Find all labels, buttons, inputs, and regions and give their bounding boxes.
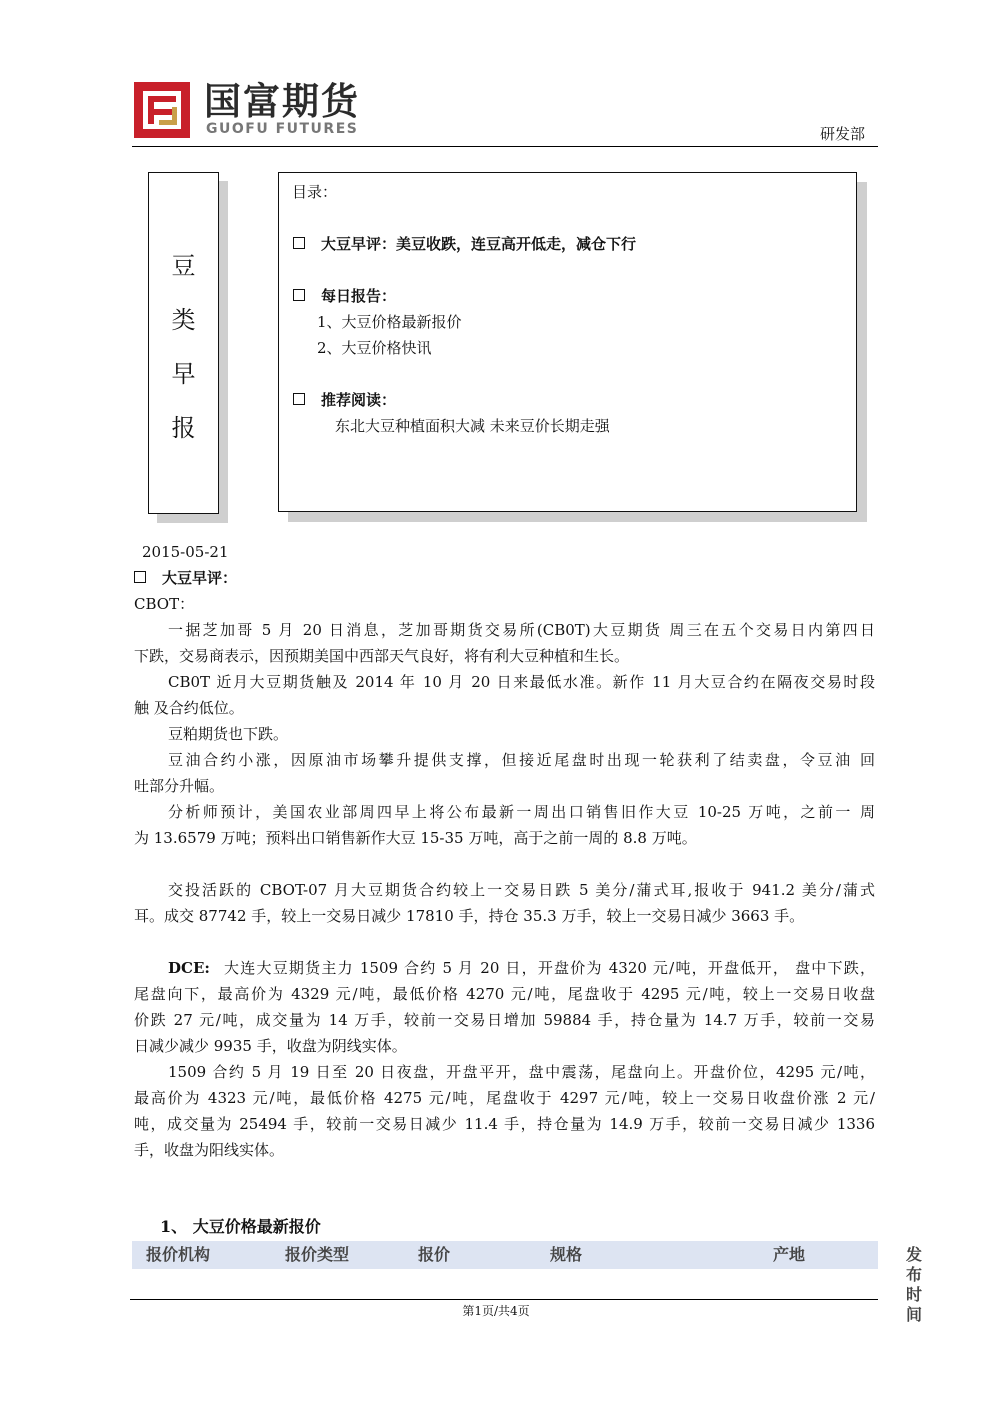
toc-item-recommended[interactable]: [293, 389, 396, 411]
body-line: 交投活跃的 CBOT-07 月大豆期货合约较上一交易日跌 5 美分/蒲式耳,报收于 941.2 美分/蒲式: [168, 881, 875, 899]
body-line: 尾盘向下，最高价为 4329 元/吨，最低价格 4270 元/吨，尾盘收于 4295 元/吨，较上一交易日收盘: [134, 985, 875, 1003]
body-line: 日减少减少 9935 手，收盘为阴线实体。: [134, 1037, 407, 1055]
body-line: 1509 合约 5 月 19 日至 20 日夜盘，开盘平开，盘中震荡，尾盘向上。开盘价位，4295 元/吨，: [168, 1063, 875, 1081]
body-line: 价跌 27 元/吨，成交量为 14 万手，较前一交易日增加 59884 手，持仓量为 14.7 万手，较前一交易: [134, 1011, 875, 1029]
table-header-cell: 规格: [550, 1245, 583, 1264]
body-line: 豆粕期货也下跌。: [168, 725, 289, 743]
cbot-label: CBOT：: [134, 595, 195, 613]
section-title: [134, 568, 237, 588]
section-title-label: 大豆早评：: [162, 569, 238, 587]
body-line: 为 13.6579 万吨；预料出口销售新作大豆 15-35 万吨，高于之前一周的 8.8 万吨。: [134, 829, 697, 847]
table-header-cell: 产地: [773, 1245, 806, 1264]
body-line: 吨，成交量为 25494 手，较前一交易日减少 11.4 手，持仓量为 14.9 万手，较前一交易日减少 1336: [134, 1115, 875, 1133]
table-header-cell: 发布时间: [906, 1245, 923, 1324]
table-header-cell: 报价类型: [285, 1245, 350, 1264]
toc-box: [278, 172, 857, 512]
toc-item-morning-review[interactable]: [293, 233, 636, 255]
body-line: 大连大豆期货主力 1509 合约 5 月 20 日，开盘价为 4320 元/吨，开盘低开， 盘中下跌，: [224, 959, 875, 977]
side-title-box: [148, 172, 219, 514]
footer-divider: [130, 1299, 878, 1300]
body-line: 耳。成交 87742 手，较上一交易日减少 17810 手，持仓 35.3 万手，较上一交易日减少 3663 手。: [134, 907, 805, 925]
checkbox-icon: [293, 393, 305, 405]
table-header-cell: 报价机构: [146, 1245, 211, 1264]
body-line: 最高价为 4323 元/吨，最低价格 4275 元/吨，尾盘收于 4297 元/吨，较上一交易日收盘价涨 2 元/: [134, 1089, 875, 1107]
report-date: 2015-05-21: [142, 543, 229, 561]
toc-subitem-price-news[interactable]: 2、大豆价格快讯: [317, 339, 432, 357]
checkbox-icon: [134, 571, 146, 583]
side-title-char: 豆: [171, 252, 196, 280]
table-header-cell: 报价: [418, 1245, 451, 1264]
body-line: CB0T 近月大豆期货触及 2014 年 10 月 20 日来最低水准。新作 11 月大豆合约在隔夜交易时段: [168, 673, 875, 691]
toc-subitem-article[interactable]: 东北大豆种植面积大减 未来豆价长期走强: [335, 417, 610, 435]
side-title-char: 报: [171, 414, 196, 442]
department-label: 研发部: [820, 125, 866, 143]
page-number: 第1页/共4页: [462, 1304, 530, 1318]
guofu-logo-icon: [134, 82, 190, 138]
brand-name-en: GUOFU FUTURES: [206, 121, 359, 137]
brand-name-cn: 国富期货: [204, 80, 360, 123]
toc-item-daily-report[interactable]: [293, 285, 396, 307]
body-line: 触 及合约低位。: [134, 699, 244, 717]
checkbox-icon: [293, 237, 305, 249]
body-line: 豆油合约小涨，因原油市场攀升提供支撑，但接近尾盘时出现一轮获利了结卖盘，令豆油 回: [168, 751, 875, 769]
price-section-title: 1、 大豆价格最新报价: [160, 1217, 321, 1236]
toc-heading: 目录：: [292, 183, 338, 201]
dce-label: DCE:: [168, 959, 210, 977]
toc-item-label: 推荐阅读：: [321, 391, 397, 409]
header-divider: [132, 146, 878, 147]
body-line: 下跌，交易商表示，因预期美国中西部天气良好，将有利大豆种植和生长。: [134, 647, 630, 665]
checkbox-icon: [293, 289, 305, 301]
body-line: 吐部分升幅。: [134, 777, 225, 795]
toc-item-label: 每日报告：: [321, 287, 397, 305]
toc-item-label: 大豆早评：美豆收跌，连豆高开低走，减仓下行: [321, 235, 637, 253]
body-line: 一据芝加哥 5 月 20 日消息，芝加哥期货交易所(CB0T)大豆期货 周三在五个交易日内第四日: [168, 621, 875, 639]
body-line: 分析师预计，美国农业部周四早上将公布最新一周出口销售旧作大豆 10-25 万吨，之前一 周: [168, 803, 875, 821]
toc-subitem-price-quote[interactable]: 1、大豆价格最新报价: [317, 313, 462, 331]
side-title-char: 早: [171, 360, 196, 388]
side-title-char: 类: [171, 306, 196, 334]
body-line: 手，收盘为阳线实体。: [134, 1141, 285, 1159]
